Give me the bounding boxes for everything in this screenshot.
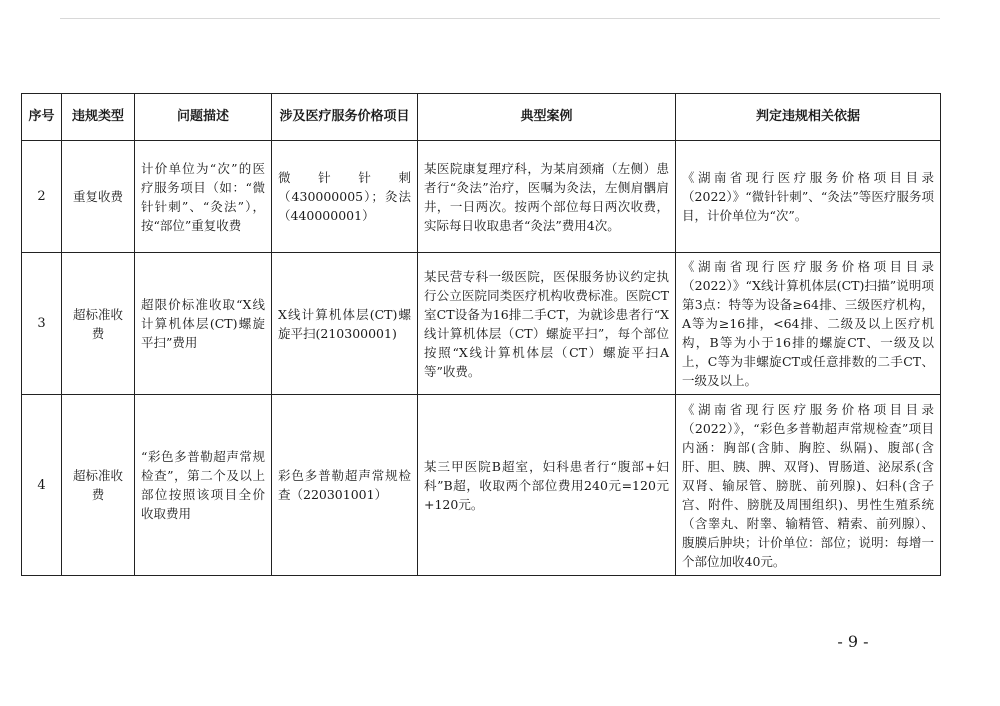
row-seq: 3 — [22, 253, 62, 395]
page-top-edge-line — [60, 18, 940, 19]
row-violation-type: 超标准收费 — [62, 253, 135, 395]
row-basis: 《湖南省现行医疗服务价格项目目录（2022）》“X线计算机体层(CT)扫描”说明项第3点：特等为设备≥64排、三级医疗机构，A等为≥16排，<64排、二级及以上医疗机构，B等为小于16排的螺旋CT、一级及以上，C等为非螺旋CT或任意排数的二手CT、一级及以上。 — [676, 253, 941, 395]
table-header-row — [22, 94, 941, 141]
row-pricing-item: X线计算机体层(CT)螺旋平扫(210300001) — [272, 253, 418, 395]
row-basis: 《湖南省现行医疗服务价格项目目录（2022）》“微针针刺”、“灸法”等医疗服务项目，计价单位为“次”。 — [676, 141, 941, 253]
row-basis: 《湖南省现行医疗服务价格项目目录（2022）》，“彩色多普勒超声常规检查”项目内涵：胸部(含肺、胸腔、纵隔)、腹部(含肝、胆、胰、脾、双肾)、胃肠道、泌尿系(含双肾、输尿管、膀胱、前列腺)、妇科(含子宫、附件、膀胱及周围组织)、男性生殖系统（含睾丸、附睾、输精管、精索、前列腺）、腹膜后肿块；计价单位：部位；说明：每增一个部位加收40元。 — [676, 395, 941, 576]
page-number: - 9 - — [837, 632, 869, 651]
row-problem-description: 计价单位为“次”的医疗服务项目（如：“微针针刺”、“灸法”），按“部位”重复收费 — [135, 141, 272, 253]
row-problem-description: 超限价标准收取“X线计算机体层(CT)螺旋平扫”费用 — [135, 253, 272, 395]
header-problem-description: 问题描述 — [135, 94, 272, 141]
row-seq: 2 — [22, 141, 62, 253]
table-row — [22, 253, 941, 395]
violation-table — [21, 93, 941, 576]
row-typical-case: 某民营专科一级医院，医保服务协议约定执行公立医院同类医疗机构收费标准。医院CT室CT设备为16排二手CT，为就诊患者行“X线计算机体层（CT）螺旋平扫”，每个部位按照“X线计算机体层（CT）螺旋平扫A等”收费。 — [418, 253, 676, 395]
header-violation-type: 违规类型 — [62, 94, 135, 141]
header-pricing-item: 涉及医疗服务价格项目 — [272, 94, 418, 141]
row-violation-type: 重复收费 — [62, 141, 135, 253]
header-seq: 序号 — [22, 94, 62, 141]
row-pricing-item: 彩色多普勒超声常规检查（220301001） — [272, 395, 418, 576]
table-row — [22, 395, 941, 576]
row-typical-case: 某医院康复理疗科，为某肩颈痛（左侧）患者行“灸法”治疗，医嘱为灸法，左侧肩髃肩井，一日两次。按两个部位每日两次收费，实际每日收取患者“灸法”费用4次。 — [418, 141, 676, 253]
header-basis: 判定违规相关依据 — [676, 94, 941, 141]
row-typical-case: 某三甲医院B超室，妇科患者行“腹部+妇科”B超，收取两个部位费用240元=120元+120元。 — [418, 395, 676, 576]
row-violation-type: 超标准收费 — [62, 395, 135, 576]
row-problem-description: “彩色多普勒超声常规检查”，第二个及以上部位按照该项目全价收取费用 — [135, 395, 272, 576]
table-row — [22, 141, 941, 253]
row-seq: 4 — [22, 395, 62, 576]
header-typical-case: 典型案例 — [418, 94, 676, 141]
row-pricing-item: 微针针刺（430000005）；灸法（440000001） — [272, 141, 418, 253]
